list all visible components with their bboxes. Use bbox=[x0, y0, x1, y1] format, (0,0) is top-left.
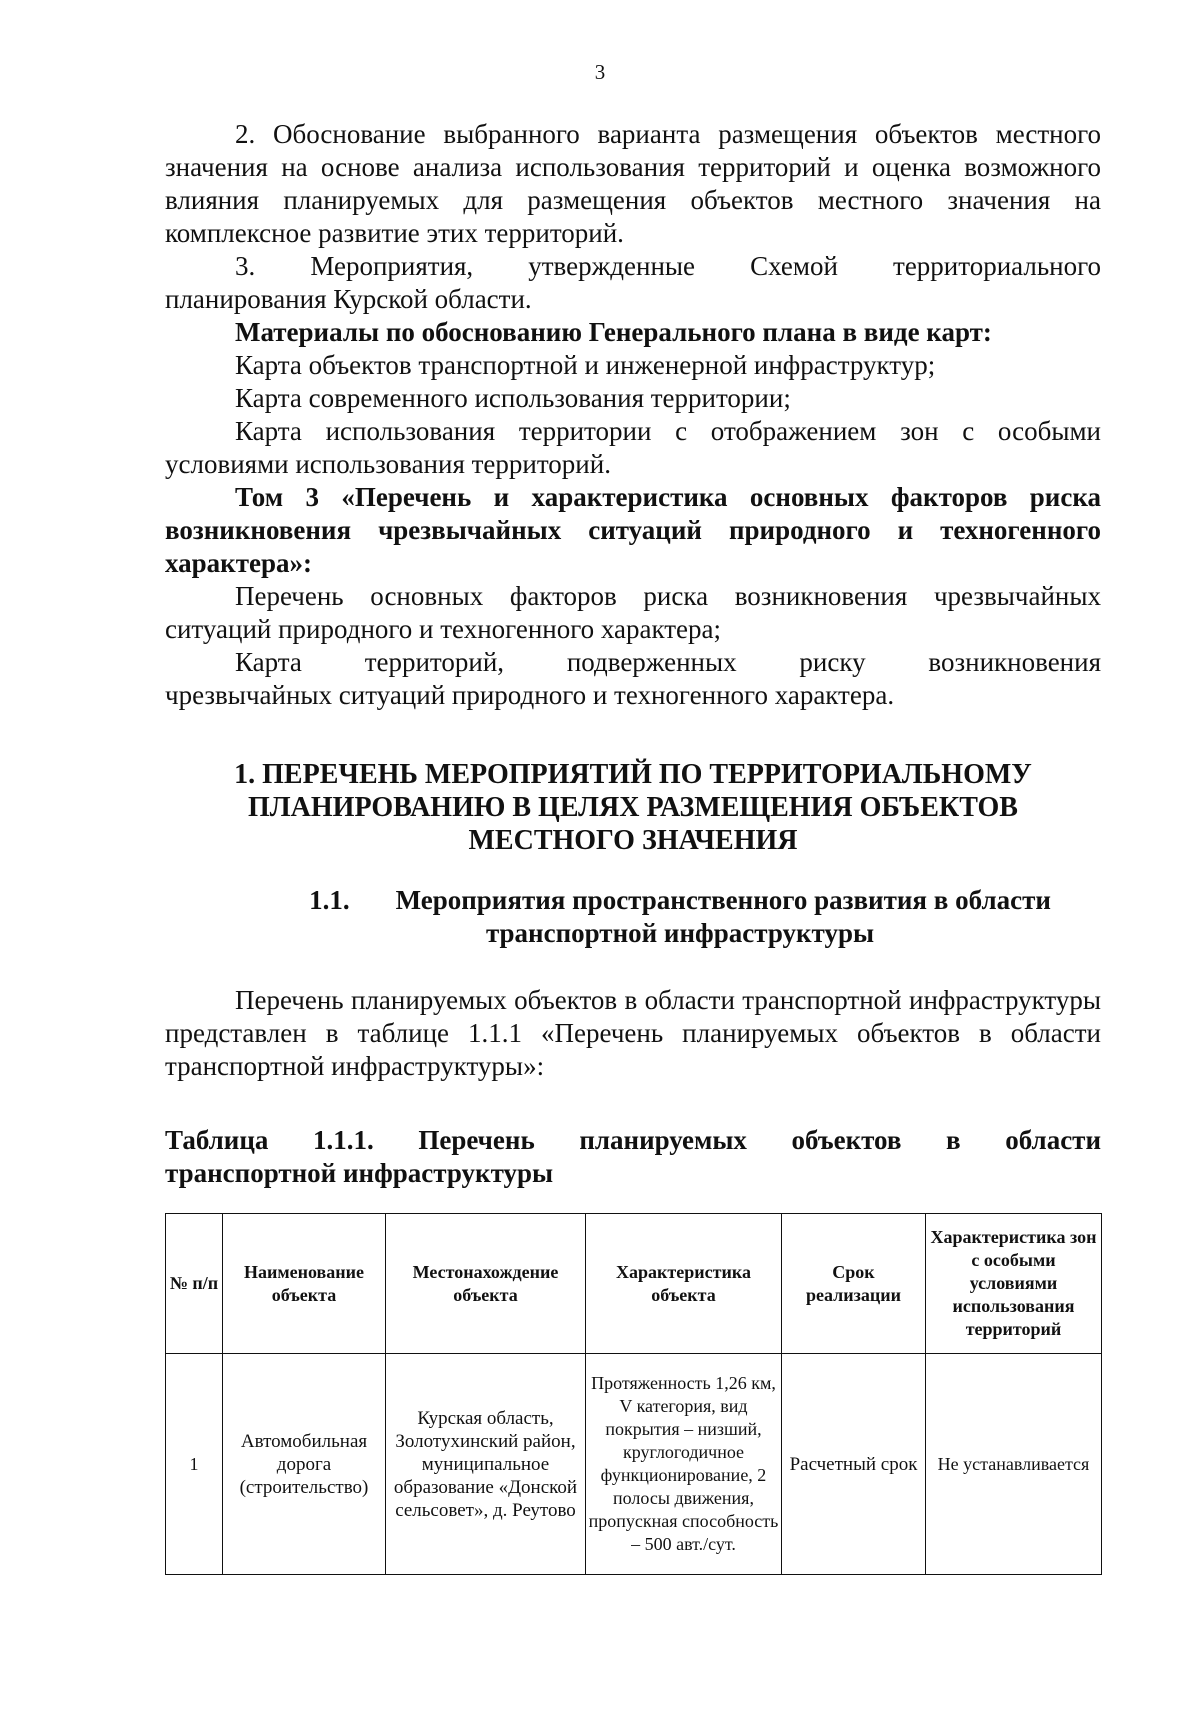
section-1-1-heading bbox=[240, 884, 1120, 950]
section-1-heading-line: МЕСТНОГО ЗНАЧЕНИЯ bbox=[468, 825, 798, 856]
map-item: Карта использования территории с отображением зон с особыми условиями использования территорий. bbox=[165, 416, 1101, 479]
section-1-1-title: Мероприятия пространственного развития в области bbox=[395, 885, 1051, 915]
section-1-heading bbox=[165, 758, 1101, 857]
intro-text bbox=[165, 118, 1101, 712]
header-cell: Характеристика объекта bbox=[586, 1214, 782, 1354]
table-header-row bbox=[166, 1214, 1102, 1354]
table-caption-line: Таблица 1.1.1. Перечень планируемых объектов в области bbox=[165, 1125, 1101, 1155]
table-intro-paragraph bbox=[165, 984, 1101, 1083]
paragraph-text: Перечень планируемых объектов в области транспортной инфраструктуры представлен в таблице 1.1.1 «Перечень планируемых объектов в области транспортной инфраструктуры»: bbox=[165, 985, 1101, 1081]
section-1-1-heading-line: транспортной инфраструктуры bbox=[485, 918, 875, 948]
table-caption-line: транспортной инфраструктуры bbox=[165, 1158, 554, 1188]
objects-table bbox=[165, 1213, 1102, 1575]
item-3-line: 3. Мероприятия, утвержденные Схемой территориального bbox=[235, 251, 1101, 281]
item-3-rest: планирования Курской области. bbox=[165, 284, 532, 314]
volume-3-item: Перечень основных факторов риска возникновения чрезвычайных ситуаций природного и техногенного характера; bbox=[165, 581, 1101, 644]
item-2-line: 2. Обоснование выбранного варианта размещения объектов местного bbox=[235, 119, 1101, 149]
volume-3-item-rest: чрезвычайных ситуаций природного и техногенного характера. bbox=[165, 680, 895, 710]
table-row bbox=[166, 1354, 1102, 1575]
header-cell: Срок реализации bbox=[782, 1214, 926, 1354]
volume-3-item: Карта территорий, подверженных риску возникновения bbox=[235, 647, 1101, 677]
map-item: Карта объектов транспортной и инженерной инфраструктур; bbox=[235, 350, 936, 380]
section-1-1-heading-line bbox=[240, 884, 1120, 917]
volume-3-heading: Том 3 «Перечень и характеристика основных факторов риска возникновения чрезвычайных ситуаций природного и техногенного характера»: bbox=[165, 482, 1101, 578]
section-1-1-number: 1.1. bbox=[309, 885, 350, 915]
table-cell: Курская область, Золотухинский район, муниципальное образование «Донской сельсовет», д. Реутово bbox=[386, 1354, 586, 1575]
map-item: Карта современного использования территории; bbox=[235, 383, 791, 413]
header-cell: Местонахождение объекта bbox=[386, 1214, 586, 1354]
table-caption bbox=[165, 1124, 1101, 1190]
table-cell: Не устанавливается bbox=[926, 1354, 1102, 1575]
table-cell: Расчетный срок bbox=[782, 1354, 926, 1575]
page-number: 3 bbox=[594, 60, 606, 84]
table-cell: Автомобильная дорога (строительство) bbox=[223, 1354, 386, 1575]
table-cell: Протяженность 1,26 км, V категория, вид покрытия – низший, круглогодичное функционирование, 2 полосы движения, пропускная способность – 500 авт./сут. bbox=[586, 1354, 782, 1575]
header-cell: Наименование объекта bbox=[223, 1214, 386, 1354]
maps-heading: Материалы по обоснованию Генерального плана в виде карт: bbox=[235, 317, 992, 347]
section-1-heading-line: ПЛАНИРОВАНИЮ В ЦЕЛЯХ РАЗМЕЩЕНИЯ ОБЪЕКТОВ bbox=[248, 792, 1018, 823]
section-1-heading-line: 1. ПЕРЕЧЕНЬ МЕРОПРИЯТИЙ ПО ТЕРРИТОРИАЛЬНОМУ bbox=[234, 759, 1032, 790]
table-cell: 1 bbox=[166, 1354, 223, 1575]
header-cell: Характеристика зон с особыми условиями использования территорий bbox=[926, 1214, 1102, 1354]
item-2-rest: значения на основе анализа использования территорий и оценка возможного влияния планируемых для размещения объектов местного значения на комплексное развитие этих территорий. bbox=[165, 152, 1101, 248]
header-cell: № п/п bbox=[166, 1214, 223, 1354]
